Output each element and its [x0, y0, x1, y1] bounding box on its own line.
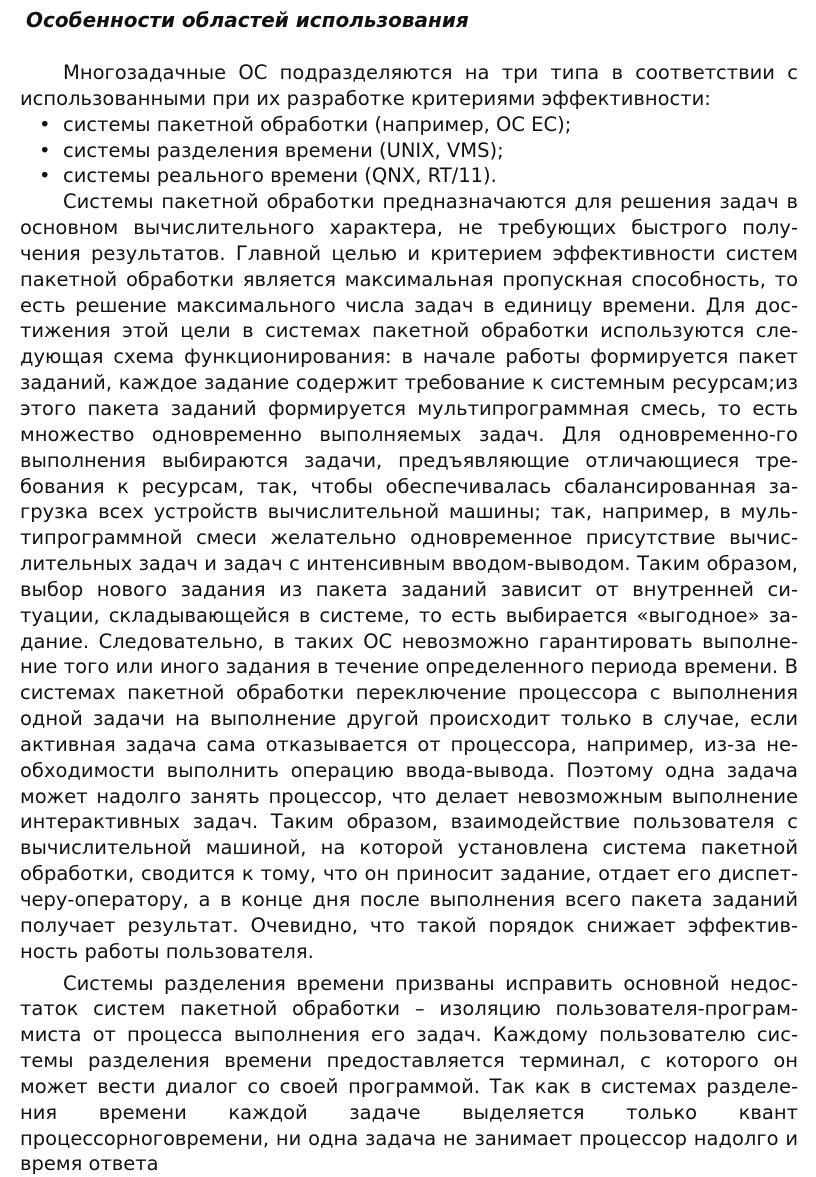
bullet-icon: • — [39, 112, 51, 136]
section-title: Особенности областей использования — [26, 8, 469, 32]
list-item — [20, 138, 798, 164]
list-item — [20, 163, 798, 189]
os-types-list — [20, 112, 798, 190]
list-item — [20, 112, 798, 138]
document-page — [20, 6, 798, 1177]
batch-systems-paragraph: Системы пакетной обработки предназначаются для решения задач в основном вычислительного характера, не требующих быстрого получения результатов. Главной целью и критерием эффективности систем пакетной обработки является максимальная пропускная способность, то есть решение максимального числа задач в единицу времени. Для достижения этой цели в системах пакетной обработки используются следующая схема функционирования: в начале работы формируется пакет заданий, каждое задание содержит требование к системным ресурсам;из этого пакета заданий формируется мультипрограммная смесь, то есть множество одновременно выполняемых задач. Для одновременно-го выполнения выбираются задачи, предъявляющие отличающиеся требования к ресурсам, так, чтобы обеспечивалась сбалансированная загрузка всех устройств вычислительной машины; так, например, в мультипрограммной смеси желательно одновременное присутствие вычислительных задач и задач с интенсивным вводом-выводом. Таким образом, выбор нового задания из пакета заданий зависит от внутренней ситуации, складывающейся в системе, то есть выбирается «выгодное» задание. Следовательно, в таких ОС невозможно гарантировать выполнение того или иного задания в течение определенного периода времени. В системах пакетной обработки переключение процессора с выполнения одной задачи на выполнение другой происходит только в случае, если активная задача сама отказывается от процессора, например, из-за необходимости выполнить операцию ввода-вывода. Поэтому одна задача может надолго занять процессор, что делает невозможным выполнение интерактивных задач. Таким образом, взаимодействие пользователя с вычислительной машиной, на которой установлена система пакетной обработки, сводится к тому, что он приносит задание, отдает его диспетчеру-оператору, а в конце дня после выполнения всего пакета заданий получает результат. Очевидно, что такой порядок снижает эффективность работы пользователя. — [20, 190, 798, 963]
intro-paragraph: Многозадачные ОС подразделяются на три типа в соответствии с использованными при их разработке критериями эффективности: — [20, 61, 798, 110]
time-sharing-paragraph: Системы разделения времени призваны исправить основной недостаток систем пакетной обработки – изоляцию пользователя-программиста от процесса выполнения его задач. Каждому пользователю системы разделения времени предоставляется терминал, с которого он может вести диалог со своей программой. Так как в системах разделе- ния времени каждой задаче выделяется только квант процессорноговремени, ни одна задача не занимает процессор надолго и время ответа — [20, 971, 798, 1176]
list-item-text: системы пакетной обработки (например, ОС ЕС); — [63, 112, 572, 136]
bullet-icon: • — [39, 164, 51, 188]
list-item-text: системы разделения времени (UNIX, VMS); — [63, 138, 504, 162]
document-body — [20, 60, 798, 1177]
bullet-icon: • — [39, 138, 51, 162]
list-item-text: системы реального времени (QNX, RT/11). — [63, 164, 497, 188]
